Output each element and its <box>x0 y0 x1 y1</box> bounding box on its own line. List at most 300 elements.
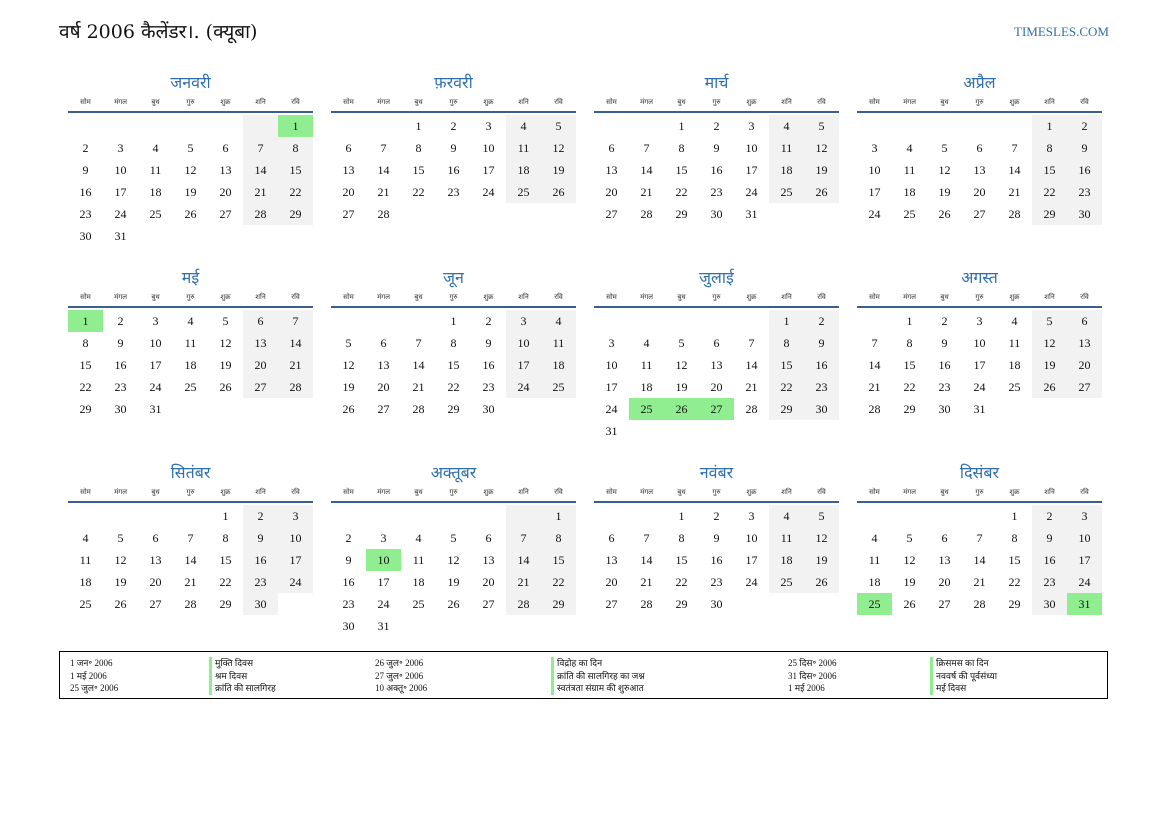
day-cell[interactable]: 1 <box>1032 115 1067 137</box>
day-cell[interactable]: 7 <box>643 141 650 155</box>
day-cell[interactable]: 10 <box>868 163 881 177</box>
day-cell[interactable]: 7 <box>187 531 194 545</box>
day-cell[interactable]: 1 <box>541 505 576 527</box>
day-cell[interactable]: 30 <box>342 619 355 633</box>
day-cell[interactable]: 24 <box>506 376 541 398</box>
day-cell[interactable]: 11 <box>903 163 916 177</box>
day-cell[interactable]: 29 <box>1008 597 1021 611</box>
day-cell[interactable]: 1 <box>415 119 422 133</box>
day-cell[interactable]: 7 <box>243 137 278 159</box>
day-cell[interactable]: 27 <box>482 597 495 611</box>
day-cell[interactable]: 28 <box>412 402 425 416</box>
day-cell[interactable]: 14 <box>640 553 653 567</box>
day-cell[interactable]: 24 <box>868 207 881 221</box>
day-cell[interactable]: 15 <box>675 553 688 567</box>
day-cell[interactable]: 31 <box>377 619 390 633</box>
day-cell[interactable]: 23 <box>1032 571 1067 593</box>
day-cell[interactable]: 9 <box>1032 527 1067 549</box>
day-cell[interactable]: 12 <box>1032 332 1067 354</box>
day-cell[interactable]: 12 <box>219 336 232 350</box>
day-cell[interactable]: 22 <box>278 181 313 203</box>
day-cell[interactable]: 30 <box>1032 593 1067 615</box>
day-cell[interactable]: 29 <box>541 593 576 615</box>
day-cell[interactable]: 5 <box>345 336 352 350</box>
day-cell[interactable]: 12 <box>675 358 688 372</box>
day-cell[interactable]: 27 <box>605 207 618 221</box>
day-cell[interactable]: 27 <box>938 597 951 611</box>
day-cell[interactable]: 19 <box>804 159 839 181</box>
day-cell[interactable]: 5 <box>804 505 839 527</box>
day-cell[interactable]: 14 <box>184 553 197 567</box>
day-cell[interactable]: 6 <box>152 531 159 545</box>
day-cell[interactable]: 5 <box>222 314 229 328</box>
day-cell[interactable]: 5 <box>1032 310 1067 332</box>
day-cell[interactable]: 10 <box>745 531 758 545</box>
day-cell[interactable]: 28 <box>377 207 390 221</box>
day-cell[interactable]: 13 <box>149 553 162 567</box>
day-cell[interactable]: 16 <box>243 549 278 571</box>
day-cell[interactable]: 22 <box>903 380 916 394</box>
day-cell[interactable]: 16 <box>342 575 355 589</box>
day-cell[interactable]: 21 <box>745 380 758 394</box>
day-cell[interactable]: 18 <box>868 575 881 589</box>
day-cell[interactable]: 22 <box>79 380 92 394</box>
day-cell[interactable]: 17 <box>482 163 495 177</box>
day-cell[interactable]: 27 <box>342 207 355 221</box>
day-cell[interactable]: 16 <box>447 163 460 177</box>
day-cell[interactable]: 14 <box>412 358 425 372</box>
day-cell[interactable]: 13 <box>219 163 232 177</box>
day-cell[interactable]: 27 <box>1067 376 1102 398</box>
day-cell[interactable]: 31 <box>114 229 127 243</box>
day-cell[interactable]: 19 <box>114 575 127 589</box>
day-cell[interactable]: 1 <box>678 509 685 523</box>
day-cell[interactable]: 15 <box>675 163 688 177</box>
day-cell[interactable]: 15 <box>219 553 232 567</box>
day-cell[interactable]: 1 <box>1011 509 1018 523</box>
day-cell[interactable]: 27 <box>973 207 986 221</box>
day-cell[interactable]: 22 <box>675 575 688 589</box>
day-cell[interactable]: 27 <box>377 402 390 416</box>
day-cell[interactable]: 7 <box>278 310 313 332</box>
day-cell[interactable]: 24 <box>745 575 758 589</box>
day-cell[interactable]: 13 <box>605 163 618 177</box>
day-cell[interactable]: 16 <box>114 358 127 372</box>
day-cell[interactable]: 2 <box>713 509 720 523</box>
day-cell[interactable]: 5 <box>941 141 948 155</box>
day-cell[interactable]: 20 <box>243 354 278 376</box>
day-cell[interactable]: 2 <box>804 310 839 332</box>
day-cell[interactable]: 26 <box>447 597 460 611</box>
day-cell[interactable]: 23 <box>710 575 723 589</box>
day-cell[interactable]: 11 <box>868 553 881 567</box>
day-cell[interactable]: 12 <box>541 137 576 159</box>
day-cell[interactable]: 4 <box>1011 314 1018 328</box>
day-cell[interactable]: 18 <box>541 354 576 376</box>
day-cell[interactable]: 19 <box>541 159 576 181</box>
day-cell[interactable]: 11 <box>769 137 804 159</box>
day-cell[interactable]: 13 <box>342 163 355 177</box>
day-cell[interactable]: 14 <box>640 163 653 177</box>
day-cell[interactable]: 16 <box>804 354 839 376</box>
day-cell[interactable]: 8 <box>1011 531 1018 545</box>
day-cell[interactable]: 12 <box>114 553 127 567</box>
day-cell[interactable]: 30 <box>710 207 723 221</box>
day-cell[interactable]: 17 <box>377 575 390 589</box>
day-cell[interactable]: 22 <box>1008 575 1021 589</box>
day-cell[interactable]: 21 <box>868 380 881 394</box>
day-cell[interactable]: 10 <box>605 358 618 372</box>
day-cell[interactable]: 12 <box>804 527 839 549</box>
day-cell[interactable]: 20 <box>219 185 232 199</box>
day-cell[interactable]: 15 <box>278 159 313 181</box>
day-cell[interactable]: 4 <box>769 505 804 527</box>
day-cell[interactable]: 20 <box>710 380 723 394</box>
day-cell[interactable]: 6 <box>380 336 387 350</box>
day-cell[interactable]: 20 <box>342 185 355 199</box>
day-cell[interactable]: 28 <box>745 402 758 416</box>
day-cell[interactable]: 23 <box>938 380 951 394</box>
day-cell[interactable]: 13 <box>710 358 723 372</box>
day-cell[interactable]: 24 <box>149 380 162 394</box>
day-cell[interactable]: 26 <box>804 181 839 203</box>
day-cell[interactable]: 13 <box>605 553 618 567</box>
day-cell[interactable]: 15 <box>769 354 804 376</box>
day-cell[interactable]: 18 <box>412 575 425 589</box>
day-cell[interactable]: 13 <box>243 332 278 354</box>
day-cell[interactable]: 10 <box>114 163 127 177</box>
day-cell[interactable]: 30 <box>79 229 92 243</box>
day-cell[interactable]: 19 <box>1032 354 1067 376</box>
day-cell[interactable]: 20 <box>605 575 618 589</box>
day-cell[interactable]: 3 <box>748 509 755 523</box>
day-cell[interactable]: 16 <box>710 553 723 567</box>
day-cell[interactable]: 16 <box>482 358 495 372</box>
day-cell[interactable]: 3 <box>152 314 159 328</box>
day-cell[interactable]: 22 <box>769 376 804 398</box>
day-cell[interactable]: 15 <box>412 163 425 177</box>
day-cell[interactable]: 19 <box>938 185 951 199</box>
day-cell[interactable]: 21 <box>184 575 197 589</box>
day-cell[interactable]: 4 <box>415 531 422 545</box>
day-cell[interactable]: 9 <box>713 531 720 545</box>
day-cell[interactable]: 22 <box>219 575 232 589</box>
day-cell[interactable]: 30 <box>938 402 951 416</box>
day-cell[interactable]: 16 <box>938 358 951 372</box>
holiday-day-cell[interactable]: 25 <box>857 593 892 615</box>
day-cell[interactable]: 18 <box>1008 358 1021 372</box>
day-cell[interactable]: 18 <box>184 358 197 372</box>
day-cell[interactable]: 20 <box>377 380 390 394</box>
day-cell[interactable]: 2 <box>485 314 492 328</box>
day-cell[interactable]: 26 <box>1032 376 1067 398</box>
day-cell[interactable]: 17 <box>868 185 881 199</box>
day-cell[interactable]: 3 <box>485 119 492 133</box>
day-cell[interactable]: 29 <box>278 203 313 225</box>
day-cell[interactable]: 8 <box>82 336 89 350</box>
day-cell[interactable]: 4 <box>506 115 541 137</box>
day-cell[interactable]: 15 <box>1032 159 1067 181</box>
day-cell[interactable]: 25 <box>184 380 197 394</box>
day-cell[interactable]: 14 <box>243 159 278 181</box>
day-cell[interactable]: 3 <box>380 531 387 545</box>
day-cell[interactable]: 3 <box>748 119 755 133</box>
day-cell[interactable]: 25 <box>1008 380 1021 394</box>
day-cell[interactable]: 7 <box>643 531 650 545</box>
day-cell[interactable]: 17 <box>1067 549 1102 571</box>
day-cell[interactable]: 18 <box>769 159 804 181</box>
day-cell[interactable]: 21 <box>377 185 390 199</box>
day-cell[interactable]: 5 <box>678 336 685 350</box>
day-cell[interactable]: 17 <box>506 354 541 376</box>
day-cell[interactable]: 9 <box>1067 137 1102 159</box>
day-cell[interactable]: 10 <box>1067 527 1102 549</box>
day-cell[interactable]: 18 <box>903 185 916 199</box>
day-cell[interactable]: 13 <box>1067 332 1102 354</box>
day-cell[interactable]: 2 <box>450 119 457 133</box>
day-cell[interactable]: 31 <box>745 207 758 221</box>
day-cell[interactable]: 10 <box>506 332 541 354</box>
day-cell[interactable]: 16 <box>1067 159 1102 181</box>
day-cell[interactable]: 28 <box>506 593 541 615</box>
day-cell[interactable]: 21 <box>640 185 653 199</box>
day-cell[interactable]: 27 <box>605 597 618 611</box>
day-cell[interactable]: 30 <box>1067 203 1102 225</box>
holiday-day-cell[interactable]: 26 <box>664 398 699 420</box>
day-cell[interactable]: 23 <box>447 185 460 199</box>
day-cell[interactable]: 26 <box>938 207 951 221</box>
day-cell[interactable]: 25 <box>412 597 425 611</box>
day-cell[interactable]: 24 <box>973 380 986 394</box>
day-cell[interactable]: 20 <box>938 575 951 589</box>
day-cell[interactable]: 30 <box>243 593 278 615</box>
day-cell[interactable]: 31 <box>605 424 618 438</box>
day-cell[interactable]: 23 <box>804 376 839 398</box>
day-cell[interactable]: 8 <box>222 531 229 545</box>
day-cell[interactable]: 6 <box>222 141 229 155</box>
day-cell[interactable]: 13 <box>377 358 390 372</box>
day-cell[interactable]: 19 <box>804 549 839 571</box>
day-cell[interactable]: 9 <box>485 336 492 350</box>
day-cell[interactable]: 21 <box>640 575 653 589</box>
day-cell[interactable]: 19 <box>219 358 232 372</box>
day-cell[interactable]: 23 <box>243 571 278 593</box>
day-cell[interactable]: 14 <box>377 163 390 177</box>
day-cell[interactable]: 11 <box>412 553 425 567</box>
day-cell[interactable]: 22 <box>412 185 425 199</box>
day-cell[interactable]: 1 <box>769 310 804 332</box>
day-cell[interactable]: 6 <box>345 141 352 155</box>
day-cell[interactable]: 27 <box>219 207 232 221</box>
day-cell[interactable]: 21 <box>243 181 278 203</box>
day-cell[interactable]: 29 <box>769 398 804 420</box>
day-cell[interactable]: 24 <box>377 597 390 611</box>
day-cell[interactable]: 9 <box>941 336 948 350</box>
day-cell[interactable]: 15 <box>903 358 916 372</box>
day-cell[interactable]: 29 <box>219 597 232 611</box>
day-cell[interactable]: 30 <box>804 398 839 420</box>
day-cell[interactable]: 11 <box>149 163 162 177</box>
day-cell[interactable]: 23 <box>79 207 92 221</box>
day-cell[interactable]: 6 <box>713 336 720 350</box>
day-cell[interactable]: 14 <box>278 332 313 354</box>
day-cell[interactable]: 17 <box>605 380 618 394</box>
day-cell[interactable]: 28 <box>868 402 881 416</box>
day-cell[interactable]: 12 <box>903 553 916 567</box>
day-cell[interactable]: 12 <box>342 358 355 372</box>
day-cell[interactable]: 5 <box>117 531 124 545</box>
day-cell[interactable]: 11 <box>640 358 653 372</box>
day-cell[interactable]: 6 <box>976 141 983 155</box>
day-cell[interactable]: 4 <box>187 314 194 328</box>
day-cell[interactable]: 24 <box>482 185 495 199</box>
day-cell[interactable]: 8 <box>278 137 313 159</box>
day-cell[interactable]: 25 <box>79 597 92 611</box>
day-cell[interactable]: 25 <box>149 207 162 221</box>
day-cell[interactable]: 23 <box>1067 181 1102 203</box>
day-cell[interactable]: 26 <box>184 207 197 221</box>
day-cell[interactable]: 22 <box>541 571 576 593</box>
day-cell[interactable]: 9 <box>804 332 839 354</box>
day-cell[interactable]: 18 <box>640 380 653 394</box>
day-cell[interactable]: 23 <box>710 185 723 199</box>
day-cell[interactable]: 11 <box>769 527 804 549</box>
day-cell[interactable]: 8 <box>1032 137 1067 159</box>
day-cell[interactable]: 7 <box>415 336 422 350</box>
day-cell[interactable]: 8 <box>678 531 685 545</box>
day-cell[interactable]: 22 <box>1032 181 1067 203</box>
day-cell[interactable]: 18 <box>769 549 804 571</box>
day-cell[interactable]: 28 <box>184 597 197 611</box>
day-cell[interactable]: 24 <box>745 185 758 199</box>
day-cell[interactable]: 15 <box>447 358 460 372</box>
day-cell[interactable]: 7 <box>506 527 541 549</box>
day-cell[interactable]: 6 <box>1067 310 1102 332</box>
day-cell[interactable]: 28 <box>640 597 653 611</box>
day-cell[interactable]: 20 <box>1067 354 1102 376</box>
day-cell[interactable]: 5 <box>541 115 576 137</box>
day-cell[interactable]: 20 <box>973 185 986 199</box>
day-cell[interactable]: 11 <box>1008 336 1021 350</box>
day-cell[interactable]: 14 <box>1008 163 1021 177</box>
day-cell[interactable]: 9 <box>450 141 457 155</box>
day-cell[interactable]: 13 <box>938 553 951 567</box>
day-cell[interactable]: 7 <box>976 531 983 545</box>
day-cell[interactable]: 19 <box>342 380 355 394</box>
day-cell[interactable]: 3 <box>976 314 983 328</box>
day-cell[interactable]: 28 <box>640 207 653 221</box>
day-cell[interactable]: 29 <box>79 402 92 416</box>
day-cell[interactable]: 29 <box>1032 203 1067 225</box>
day-cell[interactable]: 23 <box>482 380 495 394</box>
day-cell[interactable]: 6 <box>608 141 615 155</box>
day-cell[interactable]: 27 <box>243 376 278 398</box>
day-cell[interactable]: 4 <box>152 141 159 155</box>
day-cell[interactable]: 24 <box>1067 571 1102 593</box>
day-cell[interactable]: 6 <box>941 531 948 545</box>
day-cell[interactable]: 11 <box>506 137 541 159</box>
day-cell[interactable]: 21 <box>1008 185 1021 199</box>
day-cell[interactable]: 2 <box>1067 115 1102 137</box>
day-cell[interactable]: 21 <box>412 380 425 394</box>
day-cell[interactable]: 23 <box>114 380 127 394</box>
day-cell[interactable]: 15 <box>79 358 92 372</box>
day-cell[interactable]: 20 <box>482 575 495 589</box>
day-cell[interactable]: 10 <box>745 141 758 155</box>
day-cell[interactable]: 19 <box>447 575 460 589</box>
day-cell[interactable]: 5 <box>450 531 457 545</box>
day-cell[interactable]: 24 <box>114 207 127 221</box>
day-cell[interactable]: 26 <box>219 380 232 394</box>
day-cell[interactable]: 2 <box>243 505 278 527</box>
holiday-day-cell[interactable]: 1 <box>278 115 313 137</box>
day-cell[interactable]: 16 <box>710 163 723 177</box>
day-cell[interactable]: 6 <box>485 531 492 545</box>
holiday-day-cell[interactable]: 1 <box>68 310 103 332</box>
day-cell[interactable]: 29 <box>675 597 688 611</box>
day-cell[interactable]: 11 <box>79 553 92 567</box>
day-cell[interactable]: 17 <box>278 549 313 571</box>
day-cell[interactable]: 11 <box>184 336 197 350</box>
day-cell[interactable]: 30 <box>482 402 495 416</box>
day-cell[interactable]: 22 <box>447 380 460 394</box>
day-cell[interactable]: 2 <box>345 531 352 545</box>
day-cell[interactable]: 21 <box>973 575 986 589</box>
day-cell[interactable]: 18 <box>149 185 162 199</box>
day-cell[interactable]: 7 <box>380 141 387 155</box>
day-cell[interactable]: 8 <box>450 336 457 350</box>
day-cell[interactable]: 27 <box>149 597 162 611</box>
day-cell[interactable]: 29 <box>675 207 688 221</box>
day-cell[interactable]: 13 <box>482 553 495 567</box>
day-cell[interactable]: 1 <box>678 119 685 133</box>
day-cell[interactable]: 20 <box>149 575 162 589</box>
day-cell[interactable]: 15 <box>1008 553 1021 567</box>
day-cell[interactable]: 8 <box>769 332 804 354</box>
day-cell[interactable]: 10 <box>482 141 495 155</box>
day-cell[interactable]: 6 <box>608 531 615 545</box>
day-cell[interactable]: 17 <box>745 553 758 567</box>
day-cell[interactable]: 4 <box>541 310 576 332</box>
day-cell[interactable]: 4 <box>871 531 878 545</box>
day-cell[interactable]: 5 <box>804 115 839 137</box>
day-cell[interactable]: 26 <box>114 597 127 611</box>
day-cell[interactable]: 21 <box>278 354 313 376</box>
day-cell[interactable]: 8 <box>415 141 422 155</box>
day-cell[interactable]: 25 <box>769 181 804 203</box>
day-cell[interactable]: 14 <box>868 358 881 372</box>
day-cell[interactable]: 22 <box>675 185 688 199</box>
day-cell[interactable]: 12 <box>804 137 839 159</box>
day-cell[interactable]: 18 <box>79 575 92 589</box>
day-cell[interactable]: 4 <box>82 531 89 545</box>
day-cell[interactable]: 24 <box>278 571 313 593</box>
day-cell[interactable]: 19 <box>184 185 197 199</box>
day-cell[interactable]: 6 <box>243 310 278 332</box>
day-cell[interactable]: 21 <box>506 571 541 593</box>
day-cell[interactable]: 3 <box>1067 505 1102 527</box>
day-cell[interactable]: 3 <box>117 141 124 155</box>
day-cell[interactable]: 3 <box>608 336 615 350</box>
day-cell[interactable]: 2 <box>117 314 124 328</box>
day-cell[interactable]: 5 <box>906 531 913 545</box>
day-cell[interactable]: 19 <box>903 575 916 589</box>
day-cell[interactable]: 2 <box>1032 505 1067 527</box>
day-cell[interactable]: 12 <box>938 163 951 177</box>
day-cell[interactable]: 14 <box>973 553 986 567</box>
day-cell[interactable]: 10 <box>973 336 986 350</box>
day-cell[interactable]: 25 <box>541 376 576 398</box>
